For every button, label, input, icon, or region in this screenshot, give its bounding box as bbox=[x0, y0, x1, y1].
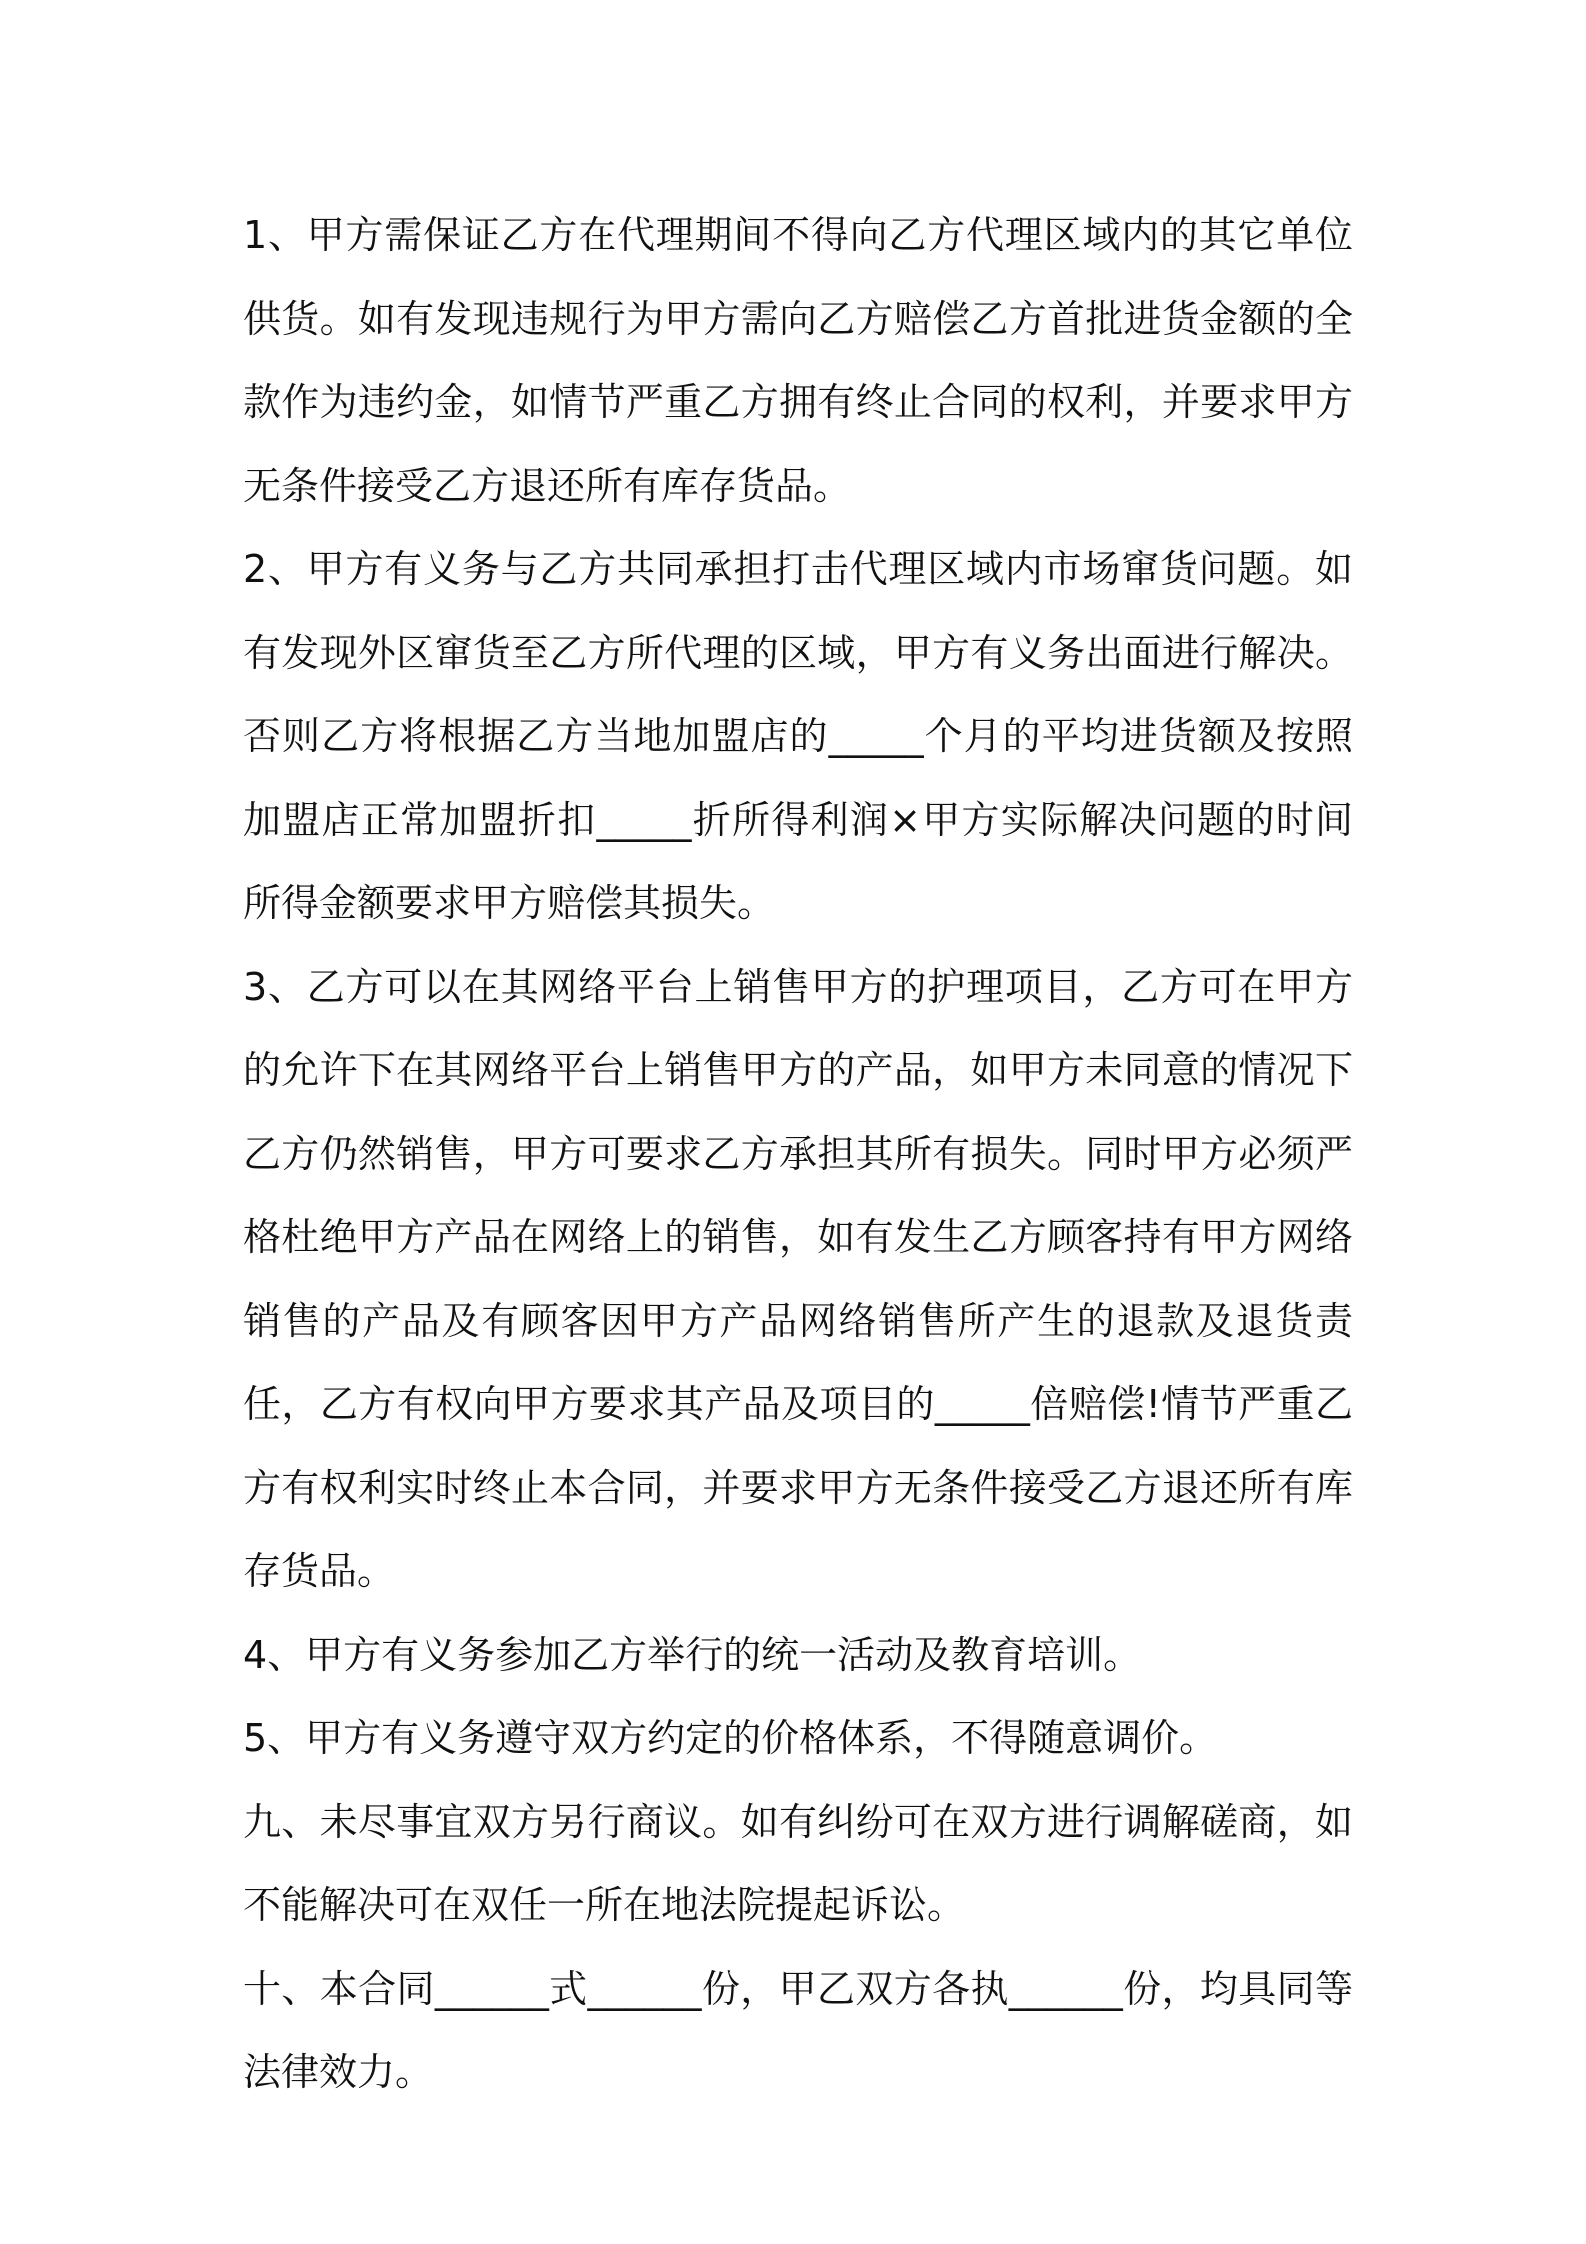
clause-5: 5、甲方有义务遵守双方约定的价格体系，不得随意调价。 bbox=[243, 1716, 1218, 1760]
article-9: 九、未尽事宜双方另行商议。如有纠纷可在双方进行调解磋商，如不能解决可在双任一所在地法院提起诉讼。 bbox=[243, 1799, 1353, 1927]
clause-3: 3、乙方可以在其网络平台上销售甲方的护理项目，乙方可在甲方的允许下在其网络平台上销售甲方的产品，如甲方未同意的情况下乙方仍然销售，甲方可要求乙方承担其所有损失。同时甲方必须严格杜绝甲方产品在网络上的销售，如有发生乙方顾客持有甲方网络销售的产品及有顾客因甲方产品网络销售所产生的退款及退货责任，乙方有权向甲方要求其产品及项目的_____倍赔偿!情节严重乙方有权利实时终止本合同，并要求甲方无条件接受乙方退还所有库存货品。 bbox=[243, 964, 1353, 1593]
clause-1: 1、甲方需保证乙方在代理期间不得向乙方代理区域内的其它单位供货。如有发现违规行为甲方需向乙方赔偿乙方首批进货金额的全款作为违约金，如情节严重乙方拥有终止合同的权利，并要求甲方无条件接受乙方退还所有库存货品。 bbox=[243, 213, 1353, 508]
clause-4: 4、甲方有义务参加乙方举行的统一活动及教育培训。 bbox=[243, 1632, 1142, 1677]
clause-2: 2、甲方有义务与乙方共同承担打击代理区域内市场窜货问题。如有发现外区窜货至乙方所代理的区域，甲方有义务出面进行解决。否则乙方将根据乙方当地加盟店的_____个月的平均进货额及按照加盟店正常加盟折扣_____折所得利润×甲方实际解决问题的时间所得金额要求甲方赔偿其损失。 bbox=[243, 547, 1353, 925]
article-10: 十、本合同______式______份，甲乙双方各执______份，均具同等法律效力。 bbox=[243, 1966, 1353, 2094]
document-body bbox=[243, 194, 1353, 2115]
